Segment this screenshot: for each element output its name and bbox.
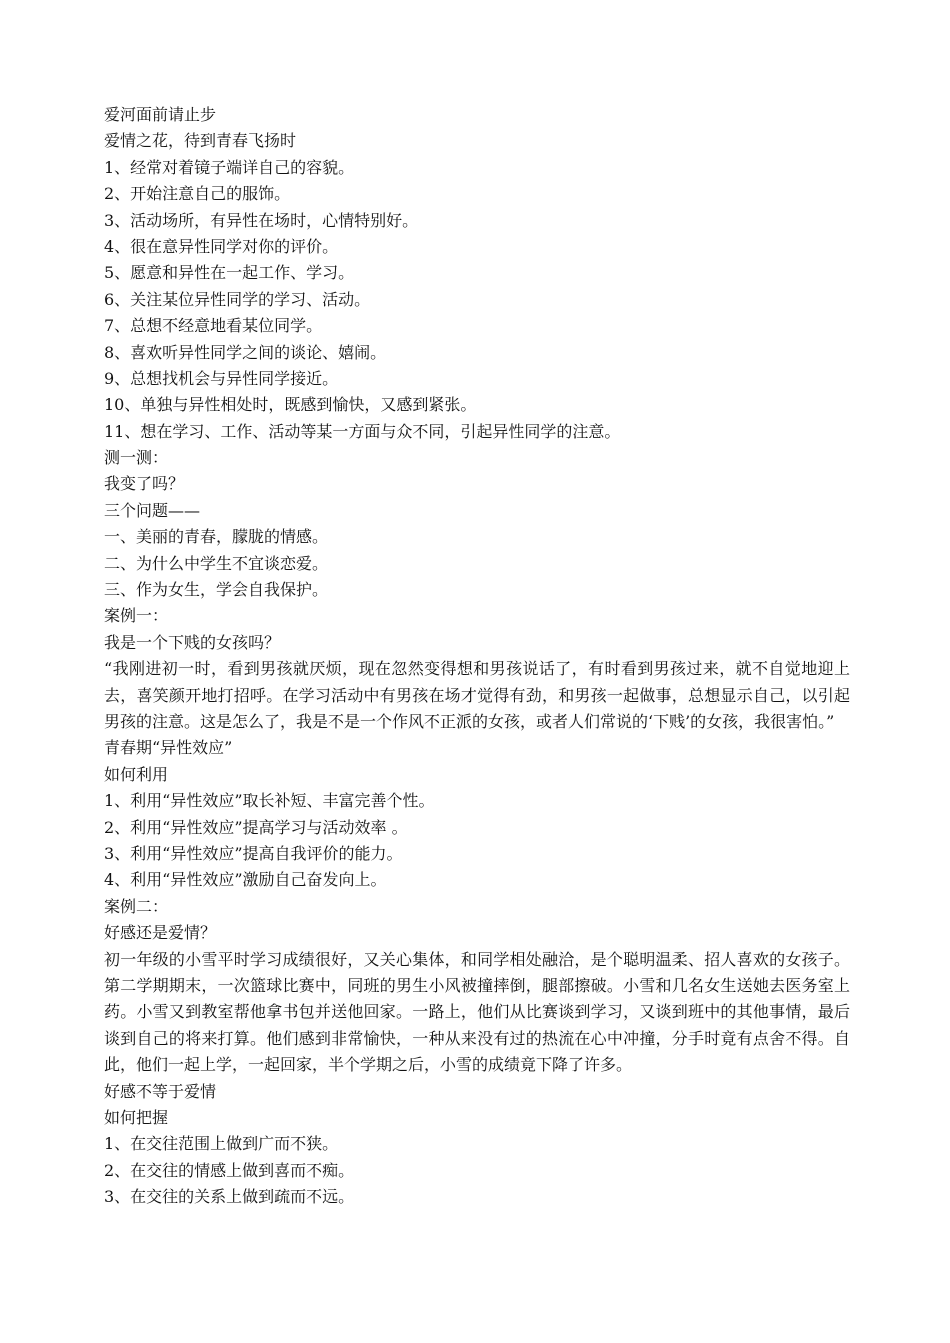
- list-item: 1、经常对着镜子端详自己的容貌。: [104, 157, 355, 177]
- case1-paragraph: “我刚进初一时，看到男孩就厌烦，现在忽然变得想和男孩说话了，有时看到男孩过来，就不自觉地迎上去，喜笑颜开地打招呼。在学习活动中有男孩在场才觉得有劲，和男孩一起做事，总想显示自己，以引起男孩的注意。这是怎么了，我是不是一个作风不正派的女孩，或者人们常说的‘下贱’的女孩，我很害怕。”: [104, 659, 850, 732]
- list-item: 9、总想找机会与异性同学接近。: [104, 368, 339, 388]
- effect-title: 青春期“异性效应”: [104, 738, 233, 758]
- three-questions-list: [104, 524, 850, 603]
- list-item: 1、在交往范围上做到广而不狭。: [104, 1134, 339, 1154]
- list-item: 2、开始注意自己的服饰。: [104, 184, 291, 204]
- list-item: 2、在交往的情感上做到喜而不痴。: [104, 1160, 355, 1180]
- case2-label: 案例二：: [104, 896, 169, 916]
- signs-list: [104, 155, 850, 445]
- list-item: 3、利用“异性效应”提高自我评价的能力。: [104, 843, 403, 863]
- case1-label: 案例一：: [104, 606, 169, 626]
- list-item: 11、想在学习、工作、活动等某一方面与众不同，引起异性同学的注意。: [104, 421, 621, 441]
- list-item: 7、总想不经意地看某位同学。: [104, 316, 323, 336]
- notlove-title: 好感不等于爱情: [104, 1081, 217, 1101]
- list-item: 二、为什么中学生不宜谈恋爱。: [104, 553, 329, 573]
- list-item: 4、很在意异性同学对你的评价。: [104, 236, 339, 256]
- list-item: 3、活动场所，有异性在场时，心情特别好。: [104, 210, 419, 230]
- effect-how: 如何利用: [104, 764, 169, 784]
- list-item: 1、利用“异性效应”取长补短、丰富完善个性。: [104, 791, 435, 811]
- list-item: 2、利用“异性效应”提高学习与活动效率 。: [104, 817, 408, 837]
- list-item: 10、单独与异性相处时，既感到愉快，又感到紧张。: [104, 395, 477, 415]
- case1-title: 我是一个下贱的女孩吗？: [104, 632, 281, 652]
- list-item: 4、利用“异性效应”激励自己奋发向上。: [104, 870, 387, 890]
- list-item: 5、愿意和异性在一起工作、学习。: [104, 263, 355, 283]
- three-questions-label: 三个问题——: [104, 500, 201, 520]
- list-item: 6、关注某位异性同学的学习、活动。: [104, 289, 371, 309]
- case2-title: 好感还是爱情？: [104, 923, 217, 943]
- grasp-title: 如何把握: [104, 1107, 169, 1127]
- list-item: 8、喜欢听异性同学之间的谈论、嬉闹。: [104, 342, 387, 362]
- list-item: 三、作为女生，学会自我保护。: [104, 580, 329, 600]
- effect-list: [104, 788, 850, 894]
- list-item: 3、在交往的关系上做到疏而不远。: [104, 1187, 355, 1207]
- document-subtitle: 爱情之花，待到青春飞扬时: [104, 131, 297, 151]
- test-label: 测一测：: [104, 448, 169, 468]
- case2-paragraph: 初一年级的小雪平时学习成绩很好，又关心集体，和同学相处融洽，是个聪明温柔、招人喜欢的女孩子。第二学期期末，一次篮球比赛中，同班的男生小风被撞摔倒，腿部擦破。小雪和几名女生送她去医务室上药。小雪又到教室帮他拿书包并送他回家。一路上，他们从比赛谈到学习，又谈到班中的其他事情，最后谈到自己的将来打算。他们感到非常愉快，一种从来没有过的热流在心中冲撞，分手时竟有点舍不得。自此，他们一起上学，一起回家，半个学期之后，小雪的成绩竟下降了许多。: [104, 949, 850, 1075]
- test-question: 我变了吗？: [104, 474, 185, 494]
- document-title: 爱河面前请止步: [104, 105, 217, 124]
- document-body: [104, 102, 850, 1211]
- grasp-list: [104, 1131, 850, 1210]
- list-item: 一、美丽的青春，朦胧的情感。: [104, 527, 329, 547]
